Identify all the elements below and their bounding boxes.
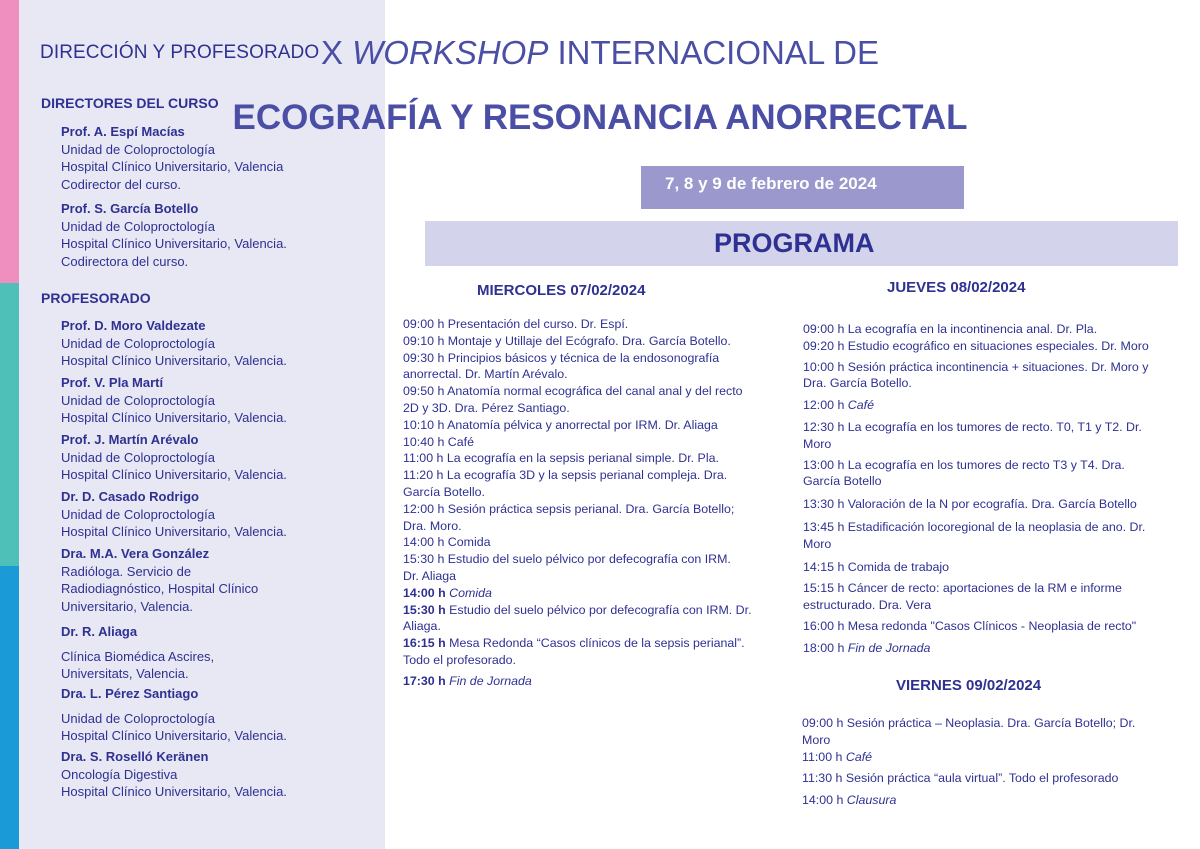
schedule-line: Todo el profesorado. [403, 652, 516, 667]
schedule-line: 09:30 h Principios básicos y técnica de la endosonografía [403, 350, 720, 365]
person-affiliation: Hospital Clínico Universitario, Valencia. [61, 524, 287, 539]
schedule-time: 14:00 h [403, 585, 450, 600]
schedule-activity: Fin de Jornada [449, 673, 532, 688]
schedule-activity: Comida [449, 585, 492, 600]
schedule-line [802, 749, 1135, 766]
person-affiliation: Unidad de Coloproctología [61, 218, 215, 234]
schedule-line: Moro [803, 536, 832, 551]
schedule-line: 12:30 h La ecografía en los tumores de recto. T0, T1 y T2. Dr. [803, 419, 1142, 434]
person-affiliation: Hospital Clínico Universitario, Valencia. [61, 236, 287, 251]
schedule-line [403, 635, 752, 652]
faculty-entry [61, 623, 381, 683]
dates-text: 7, 8 y 9 de febrero de 2024 [665, 174, 877, 193]
faculty-entry [61, 488, 381, 541]
schedule-line: 09:00 h La ecografía en la incontinencia anal. Dr. Pla. [803, 322, 1098, 336]
schedule-line: 14:15 h Comida de trabajo [803, 559, 950, 574]
workshop-subtitle: ECOGRAFÍA Y RESONANCIA ANORRECTAL [232, 98, 968, 137]
person-affiliation: Codirectora del curso. [61, 253, 189, 269]
schedule-activity: Café [847, 398, 874, 413]
schedule-time: 15:30 h [403, 602, 450, 617]
schedule-line [403, 585, 752, 602]
schedule-line: 2D y 3D. Dra. Pérez Santiago. [403, 400, 570, 415]
schedule-line: 11:20 h La ecografía 3D y la sepsis perianal compleja. Dra. [403, 468, 728, 483]
schedule-line [403, 602, 752, 619]
director-entry [61, 200, 381, 270]
person-name: Dra. M.A. Vera González [61, 546, 210, 561]
schedule-line: 12:00 h Sesión práctica sepsis perianal. Dra. García Botello; [403, 501, 735, 516]
schedule-line: estructurado. Dra. Vera [803, 598, 932, 613]
person-affiliation: Universitario, Valencia. [61, 598, 193, 614]
person-name: Prof. J. Martín Arévalo [61, 432, 199, 447]
person-affiliation: Radiodiagnóstico, Hospital Clínico [61, 581, 259, 596]
faculty-entry [61, 685, 381, 745]
person-affiliation: Hospital Clínico Universitario, Valencia. [61, 784, 287, 799]
person-affiliation: Radióloga. Servicio de [61, 563, 192, 579]
faculty-entry [61, 431, 381, 484]
friday-title: VIERNES 09/02/2024 [896, 677, 1042, 694]
schedule-line: 15:15 h Cáncer de recto: aportaciones de la RM e informe [803, 581, 1122, 596]
person-affiliation: Hospital Clínico Universitario, Valencia [61, 159, 284, 174]
person-name: Prof. D. Moro Valdezate [61, 318, 206, 333]
schedule-line: 09:00 h Sesión práctica – Neoplasia. Dra. García Botello; Dr. [802, 716, 1136, 730]
person-name: Dra. S. Roselló Keränen [61, 749, 209, 764]
person-affiliation: Unidad de Coloproctología [61, 392, 215, 408]
schedule-activity: Clausura [846, 793, 897, 808]
schedule-line: Dra. Moro. [403, 518, 462, 533]
faculty-entry [61, 545, 381, 615]
person-affiliation: Hospital Clínico Universitario, Valencia. [61, 467, 287, 482]
schedule-time: 17:30 h [403, 673, 450, 688]
schedule-activity: Mesa Redonda “Casos clínicos de la sepsis perianal”. [449, 636, 745, 651]
person-affiliation: Unidad de Coloproctología [61, 449, 215, 465]
friday-schedule [802, 715, 1135, 809]
person-affiliation: Hospital Clínico Universitario, Valencia. [61, 410, 287, 425]
schedule-activity: Estudio del suelo pélvico por defecografía con IRM. Dr. [449, 602, 752, 617]
schedule-line: 09:20 h Estudio ecográfico en situaciones especiales. Dr. Moro [803, 338, 1149, 353]
person-affiliation: Unidad de Coloproctología [61, 710, 215, 726]
schedule-line [803, 640, 1149, 657]
faculty-label: PROFESORADO [41, 290, 151, 306]
schedule-activity: Fin de Jornada [847, 640, 931, 655]
schedule-line: 11:30 h Sesión práctica “aula virtual”. Todo el profesorado [802, 771, 1119, 786]
schedule-line: Moro [802, 732, 831, 747]
faculty-entry [61, 748, 381, 801]
schedule-time: 14:00 h [802, 793, 847, 808]
person-name: Dra. L. Pérez Santiago [61, 686, 199, 701]
person-affiliation: Unidad de Coloproctología [61, 335, 215, 351]
faculty-entry [61, 317, 381, 370]
person-affiliation: Codirector del curso. [61, 176, 181, 192]
schedule-line: 09:00 h Presentación del curso. Dr. Espí. [403, 317, 629, 331]
faculty-heading: DIRECCIÓN Y PROFESORADO [40, 42, 320, 63]
person-name: Prof. S. García Botello [61, 201, 199, 216]
person-name: Dr. R. Aliaga [61, 624, 138, 639]
person-affiliation: Clínica Biomédica Ascires, [61, 648, 215, 664]
schedule-line: García Botello [803, 474, 882, 489]
blue-stripe [0, 566, 19, 849]
schedule-activity: Café [845, 749, 873, 764]
wednesday-title: MIERCOLES 07/02/2024 [477, 282, 646, 299]
schedule-line: 09:50 h Anatomía normal ecográfica del canal anal y del recto [403, 384, 743, 399]
person-name: Prof. V. Pla Martí [61, 375, 164, 390]
teal-stripe [0, 283, 19, 566]
schedule-line: 13:00 h La ecografía en los tumores de recto T3 y T4. Dra. [803, 457, 1125, 472]
person-affiliation: Hospital Clínico Universitario, Valencia. [61, 353, 287, 368]
workshop-word: WORKSHOP [352, 34, 549, 71]
person-affiliation: Unidad de Coloproctología [61, 141, 215, 157]
person-name: Dr. D. Casado Rodrigo [61, 489, 199, 504]
schedule-line: 11:00 h La ecografía en la sepsis perianal simple. Dr. Pla. [403, 451, 719, 466]
schedule-line: 13:30 h Valoración de la N por ecografía. Dra. García Botello [803, 497, 1137, 512]
schedule-line: Dra. García Botello. [803, 376, 912, 391]
person-affiliation: Universitats, Valencia. [61, 666, 189, 681]
schedule-time: 18:00 h [803, 640, 848, 655]
person-affiliation: Hospital Clínico Universitario, Valencia. [61, 728, 287, 743]
thursday-schedule [803, 321, 1149, 657]
programa-title: PROGRAMA [714, 228, 875, 258]
schedule-line: Dr. Aliaga [403, 568, 457, 583]
schedule-line: 10:40 h Café [403, 434, 474, 449]
schedule-time: 12:00 h [803, 398, 848, 413]
schedule-line [803, 397, 1149, 414]
person-affiliation: Unidad de Coloproctología [61, 506, 215, 522]
schedule-line: 14:00 h Comida [403, 535, 491, 550]
schedule-line [403, 673, 752, 690]
schedule-line: 09:10 h Montaje y Utillaje del Ecógrafo. Dra. García Botello. [403, 333, 731, 348]
dates-box [641, 166, 964, 209]
wednesday-schedule [403, 316, 752, 690]
schedule-line: 15:30 h Estudio del suelo pélvico por defecografía con IRM. [403, 552, 731, 567]
schedule-line [802, 792, 1135, 809]
schedule-time: 11:00 h [802, 749, 846, 764]
schedule-line: 13:45 h Estadificación locoregional de la neoplasia de ano. Dr. [803, 519, 1146, 534]
programa-bar [425, 221, 1178, 266]
person-affiliation: Oncología Digestiva [61, 766, 178, 782]
faculty-entry [61, 374, 381, 427]
workshop-title: X WORKSHOP INTERNACIONAL DE [320, 34, 880, 71]
schedule-time: 16:15 h [403, 636, 450, 651]
schedule-line: anorrectal. Dr. Martín Arévalo. [403, 367, 568, 382]
person-name: Prof. A. Espí Macías [61, 124, 185, 139]
schedule-line: 10:00 h Sesión práctica incontinencia + situaciones. Dr. Moro y [803, 359, 1149, 374]
schedule-line: García Botello. [403, 484, 485, 499]
directors-label: DIRECTORES DEL CURSO [41, 95, 219, 111]
thursday-title: JUEVES 08/02/2024 [887, 279, 1026, 296]
schedule-line: 16:00 h Mesa redonda "Casos Clínicos - Neoplasia de recto" [803, 618, 1137, 633]
schedule-line: Aliaga. [403, 619, 441, 634]
schedule-line: 10:10 h Anatomía pélvica y anorrectal por IRM. Dr. Aliaga [403, 417, 718, 432]
schedule-line: Moro [803, 436, 832, 451]
